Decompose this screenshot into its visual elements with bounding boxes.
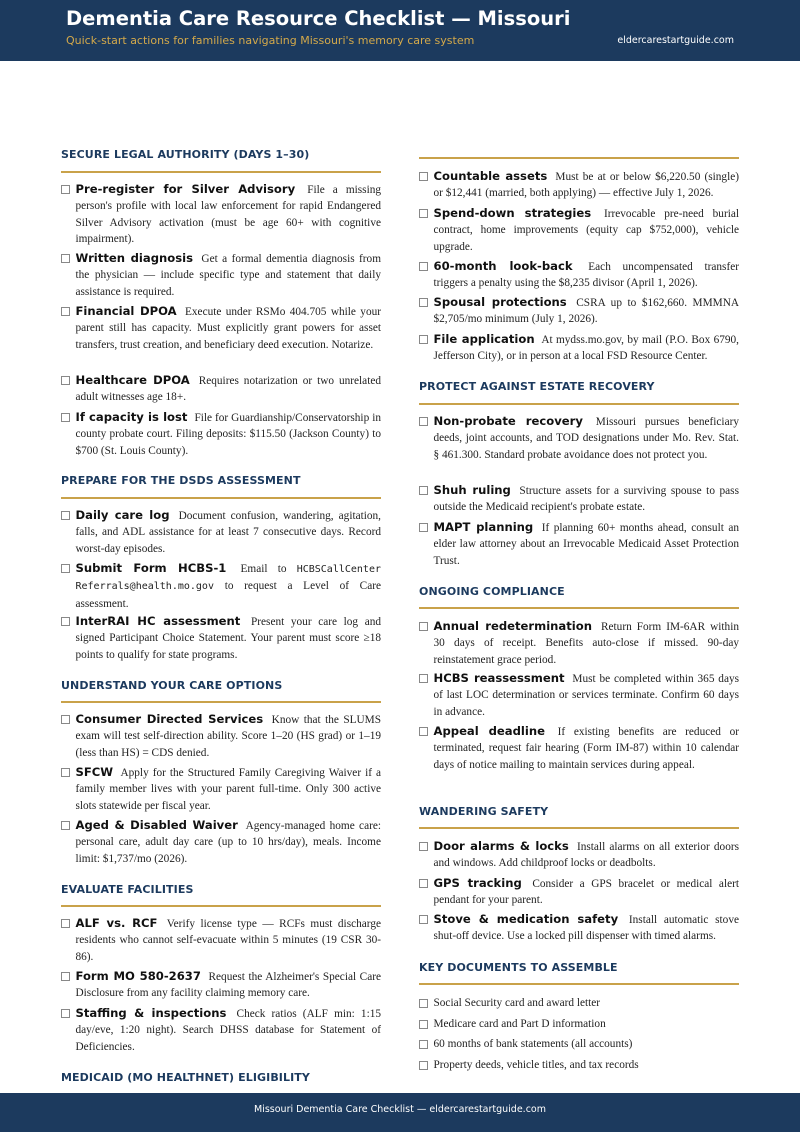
item-text: Return Form IM-6AR within 30 days of receipt. Benefits auto-close if missed. 90-day reinstatement grace period. xyxy=(433,621,739,666)
checklist-item xyxy=(419,723,739,773)
item-text: CSRA up to $162,660. MMMNA $2,705/mo minimum (July 1, 2026). xyxy=(433,297,740,326)
item-text: Know that the SLUMS exam will test self-direction ability. Score 1–20 (HS grad) or 1–19 (less than HS) = CDS denied. xyxy=(75,714,381,759)
checklist-item xyxy=(61,613,381,663)
checkbox[interactable] xyxy=(61,919,70,928)
checkbox[interactable] xyxy=(419,842,428,851)
item-label: Appeal deadline xyxy=(433,724,545,738)
document-item xyxy=(419,1057,739,1073)
item-label: Countable assets xyxy=(433,169,548,183)
email-address: HCBSCallCenter Referrals@health.mo.gov xyxy=(75,564,381,593)
checkbox[interactable] xyxy=(61,413,70,422)
section-rule xyxy=(419,983,739,985)
checkbox[interactable] xyxy=(61,185,70,194)
section-heading-wandering: WANDERING SAFETY xyxy=(419,805,549,818)
section-rule xyxy=(61,171,381,173)
checkbox[interactable] xyxy=(419,999,428,1008)
item-text: At mydss.mo.gov, by mail (P.O. Box 6790, Jefferson City), or in person at a local FSD Resource Center. xyxy=(433,334,739,363)
document-item xyxy=(419,1036,739,1052)
checklist-item xyxy=(419,413,739,463)
section-heading-estate: PROTECT AGAINST ESTATE RECOVERY xyxy=(419,380,655,393)
checklist-item xyxy=(419,618,739,668)
checklist-item xyxy=(419,482,739,516)
checkbox[interactable] xyxy=(61,972,70,981)
checklist-item xyxy=(419,875,739,909)
item-label: 60-month look-back xyxy=(433,259,573,273)
document-label: Social Security card and award letter xyxy=(433,997,601,1009)
checkbox[interactable] xyxy=(419,486,428,495)
item-label: Stove & medication safety xyxy=(433,912,619,926)
item-text-post: to request a Level of Care assessment. xyxy=(75,580,382,610)
item-label: If capacity is lost xyxy=(75,410,188,424)
item-text: Verify license type — RCFs must discharge residents who cannot self-evacuate within 5 minutes (19 CSR 30-86). xyxy=(75,918,381,963)
item-text: Structure assets for a surviving spouse to pass outside the Medicaid recipient's probate estate. xyxy=(433,485,739,514)
item-label: File application xyxy=(433,332,535,346)
checklist-item xyxy=(61,181,381,247)
item-label: SFCW xyxy=(75,765,114,779)
item-text: File for Guardianship/Conservatorship in county probate court. Filing deposits: $115.50 (Jackson County) to $700 (St. Louis County). xyxy=(75,412,381,457)
item-text: Present your care log and signed Participant Choice Statement. Your parent must score ≥18 points to qualify for state programs. xyxy=(75,616,382,661)
checklist-item xyxy=(61,968,381,1002)
item-text: Document confusion, wandering, agitation, falls, and ADL assistance for at least 7 consecutive days. Record worst-day episodes. xyxy=(75,510,382,555)
checklist-item xyxy=(61,372,381,406)
item-label: Aged & Disabled Waiver xyxy=(75,818,238,832)
page-title: Dementia Care Resource Checklist — Missouri xyxy=(66,7,571,30)
item-label: Consumer Directed Services xyxy=(75,712,264,726)
checklist-item xyxy=(61,507,381,557)
item-label: Financial DPOA xyxy=(75,304,177,318)
item-text: Apply for the Structured Family Caregiving Waiver if a family member lives with your parent full-time. Only 300 active slots statewide per fiscal year. xyxy=(75,767,382,812)
item-label: Annual redetermination xyxy=(433,619,592,633)
checkbox[interactable] xyxy=(61,821,70,830)
item-label: InterRAI HC assessment xyxy=(75,614,241,628)
checklist-item xyxy=(419,331,739,365)
document-label: Medicare card and Part D information xyxy=(433,1018,606,1030)
checklist-item xyxy=(419,519,739,569)
section-heading-compliance: ONGOING COMPLIANCE xyxy=(419,585,565,598)
item-label: HCBS reassessment xyxy=(433,671,565,685)
item-label: ALF vs. RCF xyxy=(75,916,158,930)
item-label: Door alarms & locks xyxy=(433,839,569,853)
checkbox[interactable] xyxy=(419,298,428,307)
item-text: Install alarms on all exterior doors and windows. Add childproof locks or deadbolts. xyxy=(433,841,740,870)
checkbox[interactable] xyxy=(419,727,428,736)
checkbox[interactable] xyxy=(61,511,70,520)
checklist-item xyxy=(61,711,381,761)
checkbox[interactable] xyxy=(61,768,70,777)
item-label: Staffing & inspections xyxy=(75,1006,227,1020)
item-text: Each uncompensated transfer triggers a penalty using the $8,235 divisor (April 1, 2026). xyxy=(433,261,739,290)
checkbox[interactable] xyxy=(61,715,70,724)
item-label: Shuh ruling xyxy=(433,483,511,497)
section-rule xyxy=(419,827,739,829)
checkbox[interactable] xyxy=(61,564,70,573)
section-rule xyxy=(61,497,381,499)
item-label: MAPT planning xyxy=(433,520,534,534)
section-heading-legal: SECURE LEGAL AUTHORITY (DAYS 1–30) xyxy=(61,148,310,161)
item-text: Request the Alzheimer's Special Care Disclosure from any facility claiming memory care. xyxy=(75,971,381,1000)
item-label: Healthcare DPOA xyxy=(75,373,190,387)
checkbox[interactable] xyxy=(419,622,428,631)
checkbox[interactable] xyxy=(419,879,428,888)
checkbox[interactable] xyxy=(61,376,70,385)
checklist-item xyxy=(419,258,739,292)
section-rule xyxy=(419,607,739,609)
checklist-item xyxy=(61,560,381,612)
page-footer xyxy=(0,1093,800,1132)
checklist-item xyxy=(419,670,739,720)
section-heading-options: UNDERSTAND YOUR CARE OPTIONS xyxy=(61,679,283,692)
section-heading-medicaid: MEDICAID (MO HEALTHNET) ELIGIBILITY xyxy=(61,1071,310,1084)
checkbox[interactable] xyxy=(419,523,428,532)
item-label: Spousal protections xyxy=(433,295,567,309)
page-subtitle: Quick-start actions for families navigating Missouri's memory care system xyxy=(66,34,475,47)
item-label: Form MO 580-2637 xyxy=(75,969,201,983)
item-label: Written diagnosis xyxy=(75,251,193,265)
item-text: If planning 60+ months ahead, consult an elder law attorney about an Irrevocable Medicaid Asset Protection Trust. xyxy=(433,522,739,567)
checkbox[interactable] xyxy=(61,254,70,263)
item-text: Must be at or below $6,220.50 (single) or $12,441 (married, both applying) — effective July 1, 2026. xyxy=(433,171,739,200)
document-item xyxy=(419,995,739,1011)
item-label: Pre-register for Silver Advisory xyxy=(75,182,296,196)
item-text: Consider a GPS bracelet or medical alert pendant for your parent. xyxy=(433,878,739,907)
checklist-item xyxy=(61,250,381,300)
document-label: Property deeds, vehicle titles, and tax records xyxy=(433,1059,639,1071)
checklist-item xyxy=(419,911,739,945)
checklist-item xyxy=(61,915,381,965)
checkbox[interactable] xyxy=(61,617,70,626)
item-text: File a missing person's profile with local law enforcement for rapid Endangered Silver Advisory activation (must be age 60+ with cognitive impairment). xyxy=(75,184,382,245)
checklist-item xyxy=(419,205,739,255)
item-label: Spend-down strategies xyxy=(433,206,592,220)
item-text: Get a formal dementia diagnosis from the physician — include specific type and statement that daily assistance is required. xyxy=(75,253,381,298)
section-rule xyxy=(419,157,739,159)
item-text: Missouri pursues beneficiary deeds, joint accounts, and TOD designations under Mo. Rev. Stat. § 461.300. Standard probate avoidance does not protect you. xyxy=(433,416,739,461)
item-label: Submit Form HCBS-1 xyxy=(75,561,227,575)
checkbox[interactable] xyxy=(61,1009,70,1018)
site-url: eldercarestartguide.com xyxy=(617,35,734,46)
item-text-pre: Email to xyxy=(240,563,287,575)
checklist-item xyxy=(419,168,739,202)
item-text: Check ratios (ALF min: 1:15 day/eve, 1:20 night). Search DHSS database for Statement of Deficiencies. xyxy=(75,1008,382,1053)
checkbox[interactable] xyxy=(419,417,428,426)
checklist-item xyxy=(61,409,381,459)
checkbox[interactable] xyxy=(419,335,428,344)
item-text: Irrevocable pre-need burial contract, home improvements (equity cap $752,000), vehicle upgrade. xyxy=(433,208,739,253)
checkbox[interactable] xyxy=(419,674,428,683)
checklist-item xyxy=(61,764,381,814)
document-label: 60 months of bank statements (all accounts) xyxy=(433,1038,633,1050)
item-label: Non-probate recovery xyxy=(433,414,583,428)
checkbox[interactable] xyxy=(61,307,70,316)
checkbox[interactable] xyxy=(419,172,428,181)
item-text: Install automatic stove shut-off device. Use a locked pill dispenser with timed alarms. xyxy=(433,914,739,943)
section-rule xyxy=(61,701,381,703)
checklist-item xyxy=(419,838,739,872)
checkbox[interactable] xyxy=(419,1061,428,1070)
section-heading-documents: KEY DOCUMENTS TO ASSEMBLE xyxy=(419,961,618,974)
item-text: Execute under RSMo 404.705 while your parent still has capacity. Must explicitly grant powers for asset transfers, trust creation, and beneficiary deed execution. Notarize. xyxy=(75,306,382,351)
checkbox[interactable] xyxy=(419,915,428,924)
checkbox[interactable] xyxy=(419,209,428,218)
item-text: Agency-managed home care: personal care, adult day care (up to 10 hrs/day), meals. Income limit: $1,737/mo (2026). xyxy=(75,820,382,865)
item-text: Must be completed within 365 days of last LOC determination or services terminate. Confirm 60 days in advance. xyxy=(433,673,740,718)
checklist-item xyxy=(419,294,739,328)
checklist-item xyxy=(61,1005,381,1055)
item-text: Requires notarization or two unrelated adult witnesses age 18+. xyxy=(75,375,381,404)
item-text: If existing benefits are reduced or terminated, request fair hearing (Form IM-87) within 10 calendar days of notice mailing to maintain services during appeal. xyxy=(433,726,739,771)
page-header xyxy=(0,0,800,61)
checklist-item xyxy=(61,817,381,867)
checkbox[interactable] xyxy=(419,262,428,271)
section-heading-dsds: PREPARE FOR THE DSDS ASSESSMENT xyxy=(61,474,301,487)
section-heading-facilities: EVALUATE FACILITIES xyxy=(61,883,194,896)
checkbox[interactable] xyxy=(419,1020,428,1029)
item-label: GPS tracking xyxy=(433,876,522,890)
section-rule xyxy=(61,905,381,907)
document-item xyxy=(419,1016,739,1032)
item-label: Daily care log xyxy=(75,508,170,522)
checklist-item xyxy=(61,303,381,353)
checkbox[interactable] xyxy=(419,1040,428,1049)
footer-text: Missouri Dementia Care Checklist — eldercarestartguide.com xyxy=(254,1104,546,1115)
section-rule xyxy=(419,403,739,405)
